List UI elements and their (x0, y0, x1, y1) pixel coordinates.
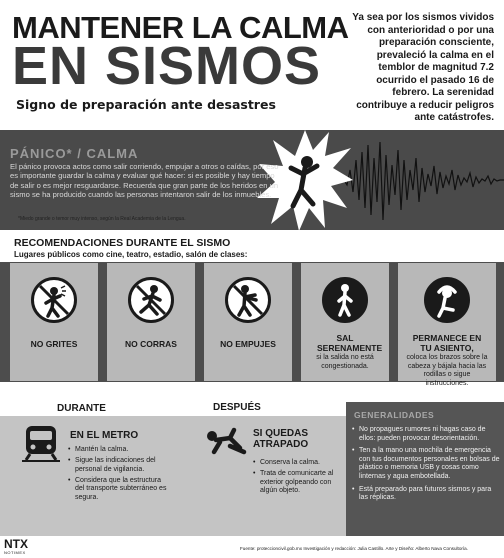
notimex-logo-sub: NOTIMEX (4, 550, 26, 555)
rec-card-stay-seated (398, 263, 496, 387)
rec-card-walk-out (301, 263, 389, 381)
rec-label: NO GRITES (30, 339, 78, 349)
trapped-title: SI QUEDAS ATRAPADO (253, 428, 309, 450)
walk-icon (322, 277, 368, 323)
title-line-1: MANTENER LA CALMA (12, 10, 349, 45)
list-item: • Ten a la mano una mochila de emergencia con tus documentos personales en bolsas de plástico o memoria USB y cosas como linternas y agua embotellada. (352, 447, 500, 481)
subtitle: Signo de preparación ante desastres (16, 97, 276, 112)
recommendations-title: RECOMENDACIONES DURANTE EL SISMO (14, 237, 231, 249)
title-line-2: EN SISMOS (12, 36, 322, 96)
rec-desc: coloca los brazos sobre la cabeza y bájala hacia las rodillas o sigue instrucciones. (406, 354, 488, 387)
rec-card-no-push (204, 263, 292, 381)
rec-label: PERMANECE EN TU ASIENTO, (412, 333, 482, 353)
metro-icon (20, 422, 62, 464)
recommendations-subtitle: Lugares públicos como cine, teatro, estadio, salón de clases: (14, 250, 248, 259)
panic-text: El pánico provoca actos como salir corriendo, empujar a otros o caídas, por eso es importante guardar la calma y evaluar qué hacer: si es posible y hay tiempo de salir o es mejor resguardarse. Recuerda que gran parte de los heridos en un sismo se ha producido cuando las personas intentaron salir de los inmuebles. (10, 162, 279, 200)
rec-card-no-shout (10, 263, 98, 381)
panic-footnote: *Miedo grande o temor muy intenso, según la Real Academia de la Lengua. (18, 216, 186, 222)
metro-title: EN EL METRO (70, 430, 139, 441)
rec-label: SAL SERENAMENTE (317, 333, 383, 353)
metro-bullets (68, 446, 168, 505)
credits: Fuente: proteccioncivil.gob.mx Investigación y redacción: Julia Castillo. Arte y Diseño: Alberto Nava Consultoría. (240, 546, 469, 551)
list-item: • Está preparado para futuros sismos y para las réplicas. (352, 486, 500, 503)
intro-paragraph: Ya sea por los sismos vividos con anterioridad o por una preparación consciente, prevaleció la calma en el temblor de magnitud 7.2 ocurrido el pasado 16 de febrero. La serenidad contribuye a reducir peligros ante catástrofes. (352, 12, 494, 123)
notimex-logo: NTX (4, 537, 28, 551)
trapped-person-icon (200, 422, 250, 456)
seated-protect-icon (424, 277, 470, 323)
no-push-icon (225, 277, 271, 323)
after-label: DESPUÉS (213, 402, 261, 413)
list-item: • No propagues rumores ni hagas caso de ellos: pueden provocar desorientación. (352, 426, 500, 443)
list-item: • Mantén la calma. (68, 446, 168, 455)
during-label: DURANTE (57, 403, 106, 414)
list-item: • Trata de comunicarte al exterior golpeando con algún objeto. (253, 470, 341, 496)
rec-label: NO CORRAS (125, 339, 177, 349)
general-bullets (352, 426, 500, 507)
trapped-bullets (253, 459, 341, 498)
list-item: • Sigue las indicaciones del personal de vigilancia. (68, 457, 168, 474)
rec-label: NO EMPUJES (220, 339, 276, 349)
list-item: • Considera que la estructura del transporte subterráneo es segura. (68, 477, 168, 503)
general-title: GENERALIDADES (354, 410, 435, 420)
rec-desc: si la salida no está congestionada. (316, 354, 374, 370)
no-shout-icon (31, 277, 77, 323)
no-run-icon (128, 277, 174, 323)
list-item: • Conserva la calma. (253, 459, 341, 468)
panic-heading: PÁNICO* / CALMA (10, 146, 139, 161)
rec-card-no-run (107, 263, 195, 381)
